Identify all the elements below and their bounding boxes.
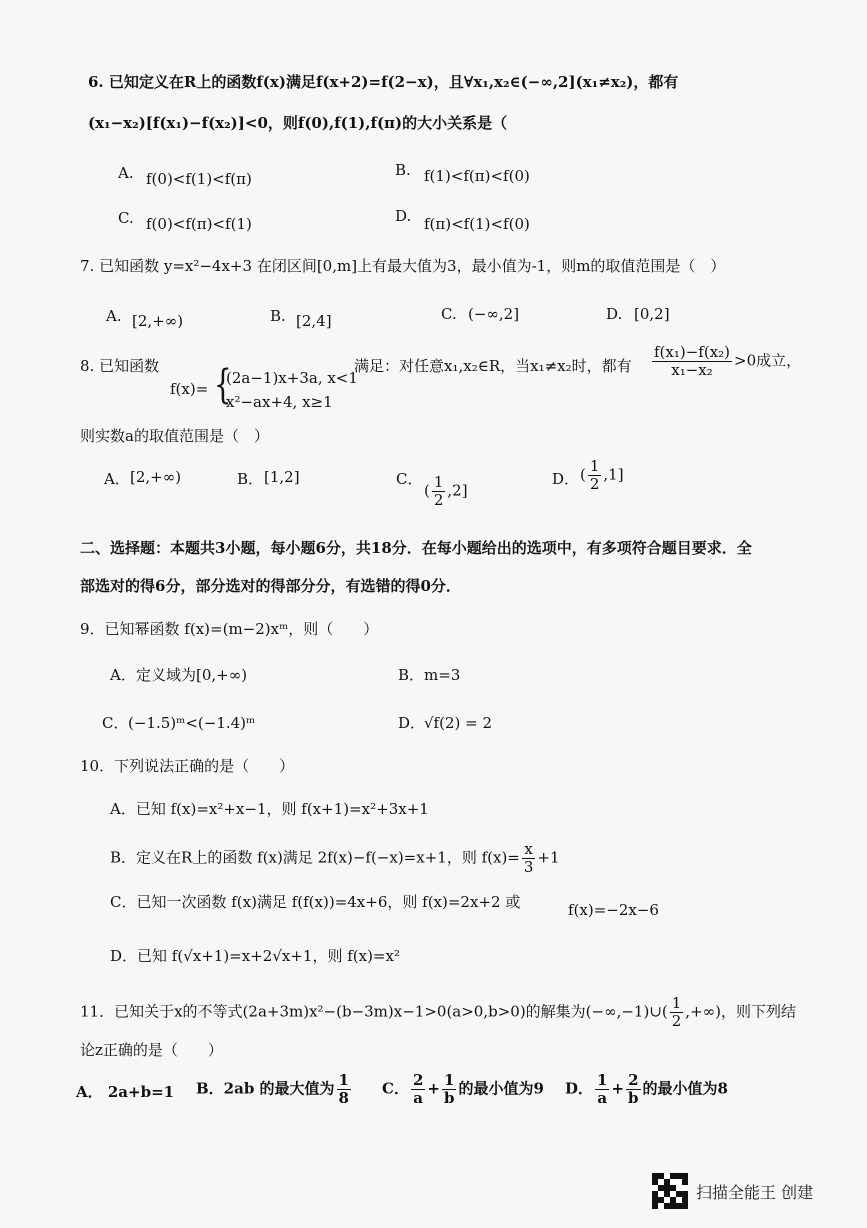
q10-option-d: D．已知 f(√x+1)=x+2√x+1，则 f(x)=x² [110,947,400,965]
q11-option-c-num2: 1 [442,1072,457,1090]
q11-option-d-num1: 1 [597,1071,608,1089]
q10-option-a: A．已知 f(x)=x²+x−1，则 f(x+1)=x²+3x+1 [110,800,429,818]
q8-option-b-label: B． [237,470,264,488]
q7-option-b-label: B. [270,307,286,325]
q6-option-a-label: A. [118,164,134,182]
q8-case2: x²−ax+4, x≥1 [226,393,333,411]
q6-option-a: f(0)<f(1)<f(π) [146,170,252,188]
q8-option-d [580,458,624,493]
q8-option-c-num: 1 [433,473,444,491]
section2-line2: 部选对的得6分，部分选对的得部分分，有选错的得0分． [80,577,461,595]
q7-option-b: [2,4] [296,312,332,330]
q6-option-d-label: D. [395,207,412,225]
q11-stem-tail: ,+∞)，则下列结 [685,1002,796,1021]
q11-option-b-text: B．2ab 的最大值为 [196,1079,335,1098]
q8-fraction-den: x₁−x₂ [671,361,713,379]
q7-option-c-label: C. [441,305,457,323]
q9-option-d-label: D． [398,714,426,732]
q11-option-b-den: 8 [338,1089,349,1107]
scanner-watermark-text: 扫描全能王 创建 [696,1182,814,1202]
q11-option-a: A． 2a+b=1 [76,1083,175,1101]
q8-brace: { [213,362,232,408]
q7-option-d-label: D. [606,305,623,323]
q11-stem-line1 [80,995,796,1030]
q11-option-d-plus: + [611,1079,625,1098]
q6-stem-line1: 6. 已知定义在R上的函数f(x)满足f(x+2)=f(2−x)，且∀x₁,x₂∈(−∞,2](x₁≠x₂)，都有 [88,73,679,91]
q8-option-d-den: 2 [589,475,600,493]
q11-stem-num: 1 [671,994,682,1012]
q8-option-c-label: C． [396,470,423,488]
qr-code-icon [652,1173,688,1209]
q8-option-a-label: A． [104,470,130,488]
q6-option-c: f(0)<f(π)<f(1) [146,215,252,233]
q10-option-b-text: B．定义在R上的函数 f(x)满足 2f(x)−f(−x)=x+1，则 f(x)= [110,848,520,867]
q8-condition: 满足：对任意x₁,x₂∈R，当x₁≠x₂时，都有 [354,357,632,375]
q11-option-c-den2: b [443,1089,455,1107]
q8-fraction-num: f(x₁)−f(x₂) [654,343,731,361]
q8-option-d-num: 1 [589,457,600,475]
q10-option-b-num: x [522,841,536,859]
q8-option-c-open: ( [424,481,430,500]
q8-option-d-close: ,1] [603,465,624,484]
q11-option-d-label: D． [565,1079,594,1098]
q7-option-a-label: A. [106,307,122,325]
q11-option-d-tail: 的最小值为8 [642,1079,728,1098]
q9-option-a: 定义域为[0,+∞) [136,666,248,684]
q11-option-c [382,1072,544,1107]
q11-option-c-plus: + [427,1079,440,1098]
q6-option-b: f(1)<f(π)<f(0) [424,167,530,185]
q11-option-b [196,1072,353,1107]
q11-option-b-num: 1 [338,1071,349,1089]
q8-option-c-close: ,2] [447,481,468,500]
q9-option-c-label: C． [102,714,129,732]
q10-option-c-tail: f(x)=−2x−6 [568,901,659,919]
q8-option-d-open: ( [580,465,586,484]
q8-option-c-den: 2 [433,491,444,509]
q8-function-name: f(x)= [170,380,209,398]
q9-option-c: (−1.5)ᵐ<(−1.4)ᵐ [128,714,256,732]
q8-option-c [424,474,468,509]
q8-option-b: [1,2] [264,468,300,486]
q6-option-c-label: C. [118,209,134,227]
q7-option-d: [0,2] [634,305,670,323]
q7-stem: 7. 已知函数 y=x²−4x+3 在闭区间[0,m]上有最大值为3，最小值为-1，则m的取值范围是（ ） [80,257,726,275]
q6-stem-line2: (x₁−x₂)[f(x₁)−f(x₂)]<0，则f(0),f(1),f(π)的大小关系是（ [88,114,508,132]
q9-stem: 9．已知幂函数 f(x)=(m−2)xᵐ，则（ ） [80,620,379,638]
q11-stem-line2: 论z正确的是（ ） [80,1041,223,1059]
q9-option-b-label: B． [398,666,425,684]
q10-stem: 10．下列说法正确的是（ ） [80,757,295,775]
q7-option-a: [2,+∞) [132,312,184,330]
q11-option-d [565,1072,728,1107]
q11-stem-text: 11．已知关于x的不等式(2a+3m)x²−(b−3m)x−1>0(a>0,b>0)的解集为(−∞,−1)∪( [80,1002,668,1021]
q11-option-c-num1: 2 [412,1071,424,1089]
q8-lead: 8. 已知函数 [80,357,160,375]
q10-option-c: C．已知一次函数 f(x)满足 f(f(x))=4x+6，则 f(x)=2x+2 或 [110,893,521,911]
q8-option-a: [2,+∞) [130,468,182,486]
q8-case1: (2a−1)x+3a, x<1 [226,369,358,387]
q10-option-b-den: 3 [523,858,534,876]
q8-condition-end: >0成立， [734,351,802,370]
q8-fraction [650,344,801,379]
q9-option-d: √f(2) = 2 [424,714,493,732]
q9-option-a-label: A． [110,666,136,684]
q7-option-c: (−∞,2] [468,305,520,323]
q8-stem2: 则实数a的取值范围是（ ） [80,427,269,445]
q6-option-d: f(π)<f(1)<f(0) [424,215,530,233]
q6-option-b-label: B. [395,161,411,179]
q10-option-b-tail: +1 [537,848,560,867]
q11-option-c-label: C． [382,1079,409,1098]
q11-option-d-den1: a [597,1089,608,1107]
scanner-watermark [652,1173,813,1209]
q11-option-d-num2: 2 [626,1072,641,1090]
q11-option-c-tail: 的最小值为9 [458,1079,544,1098]
q9-option-b: m=3 [424,666,461,684]
q11-option-c-den1: a [413,1089,424,1107]
q10-option-b [110,841,560,876]
section2-line1: 二、选择题：本题共3小题，每小题6分，共18分．在每小题给出的选项中，有多项符合题目要求．全 [80,539,752,557]
q11-stem-den: 2 [671,1012,682,1030]
q11-option-d-den2: b [628,1089,639,1107]
q8-option-d-label: D． [552,470,580,488]
